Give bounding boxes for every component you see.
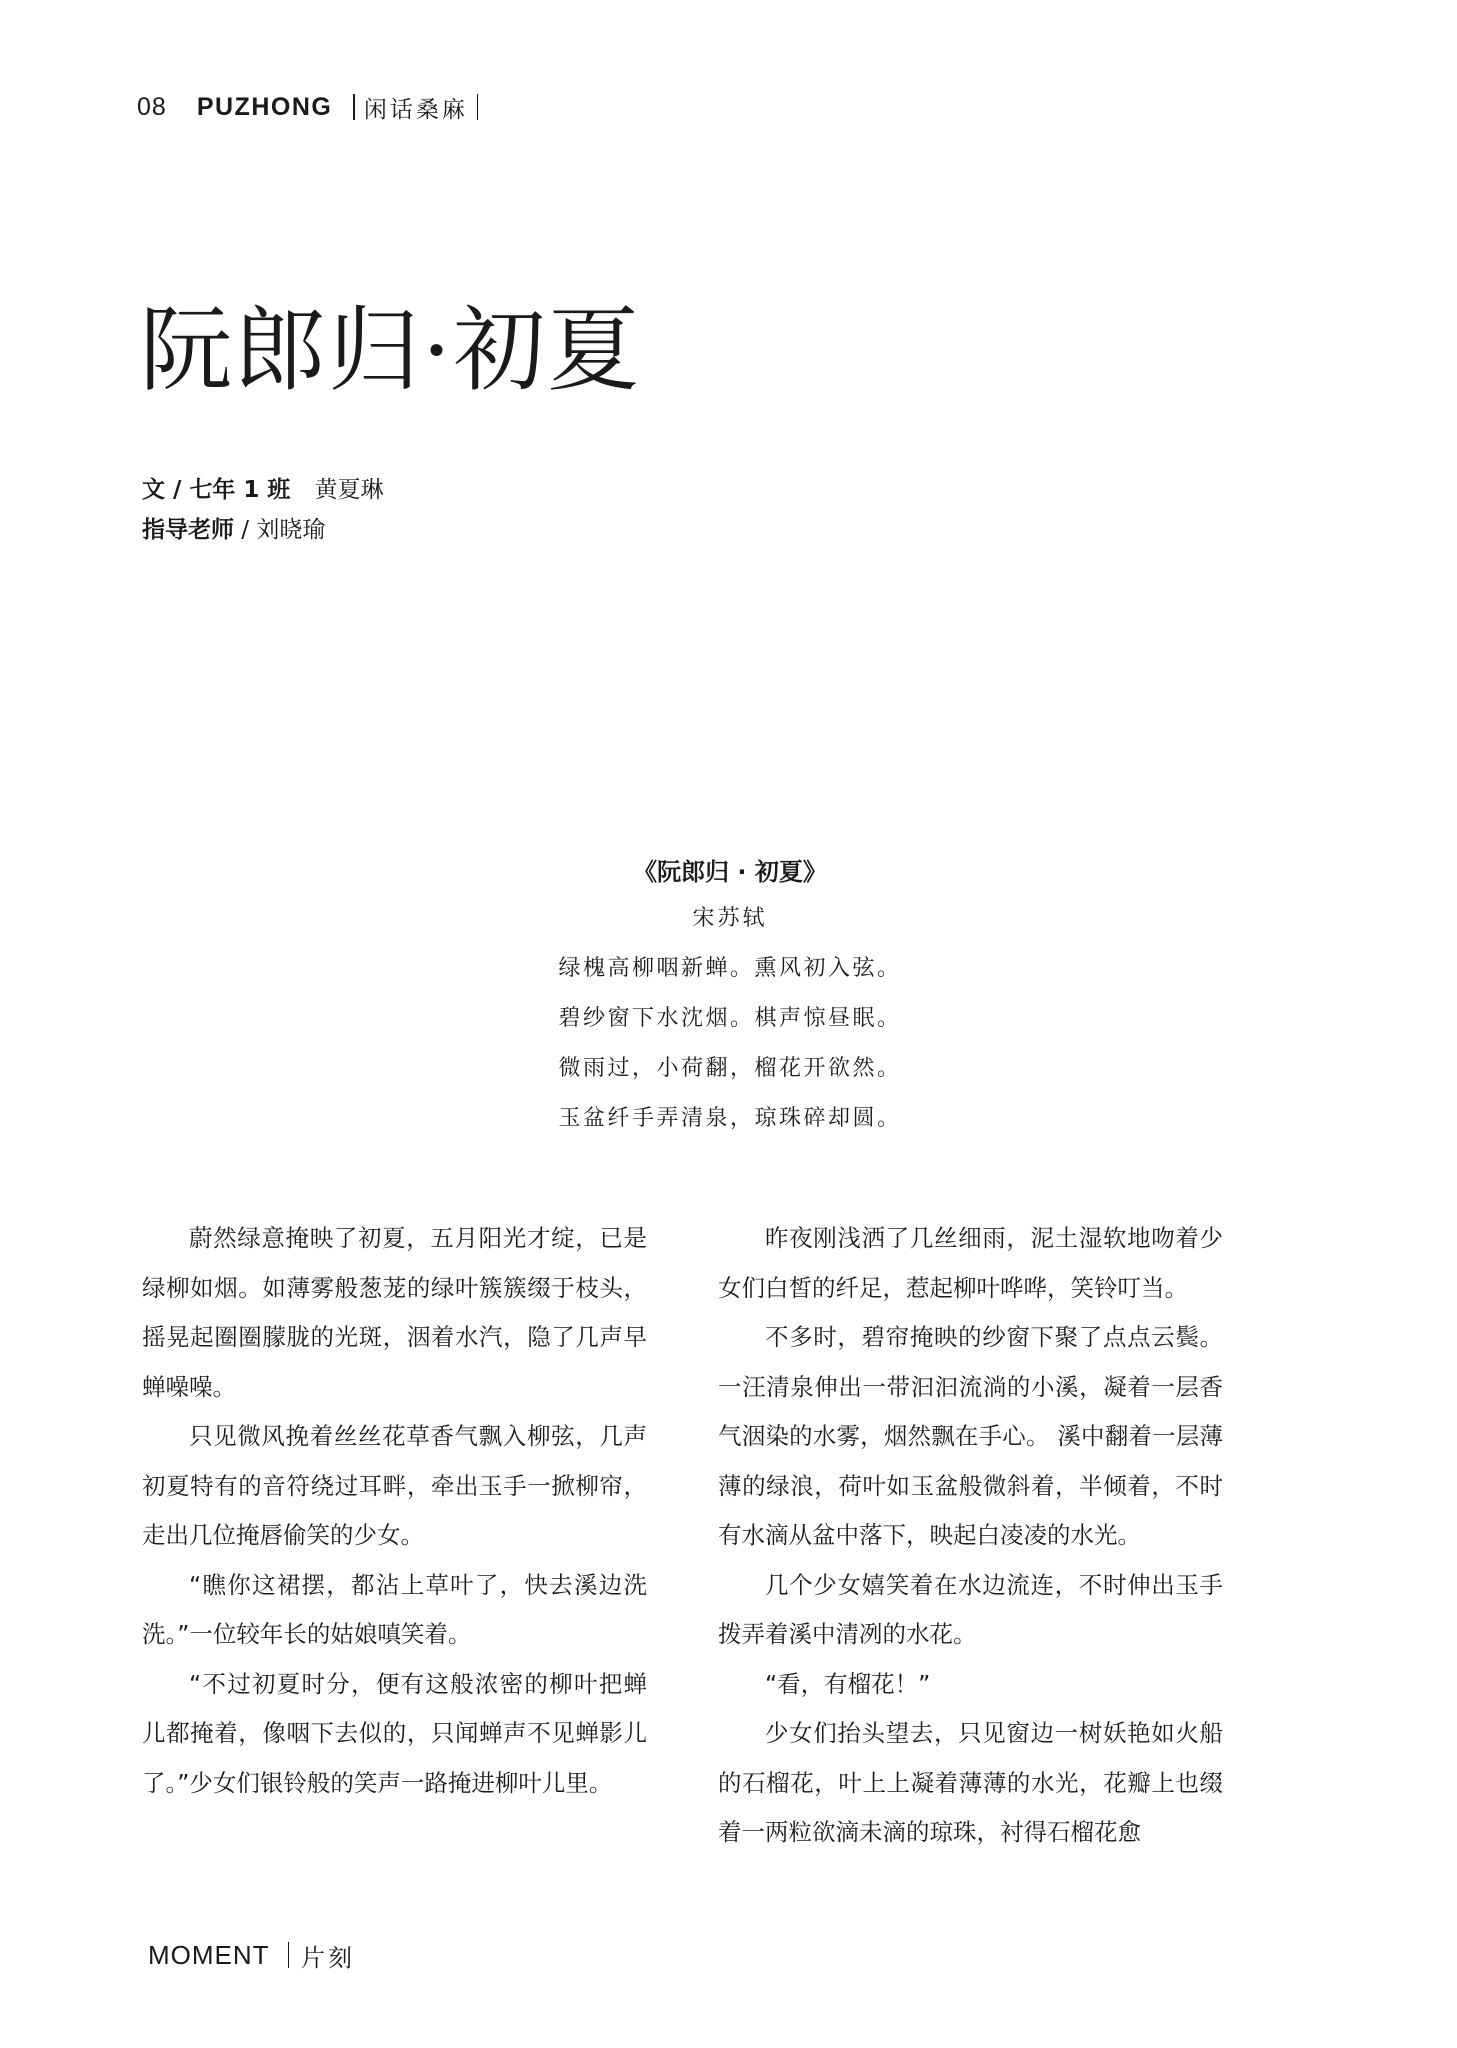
footer-label: MOMENT [148,1939,270,1970]
poem-author: 宋苏轼 [692,906,768,931]
running-header [137,90,487,124]
body-paragraph: 昨夜刚浅洒了几丝细雨，泥土湿软地吻着少女们白皙的纤足，惹起柳叶哗哗，笑铃叮当。 [718,1224,1223,1302]
header-divider [353,94,355,120]
page-number: 08 [137,92,167,121]
poem-title: 《阮郎归 · 初夏》 [633,858,827,886]
advisor-line [142,510,383,550]
body-column-right [718,1214,1223,1858]
footer-label-cn: 片刻 [301,1943,356,1972]
magazine-brand: PUZHONG [196,92,333,121]
author-line [142,470,383,510]
byline [142,470,383,550]
body-paragraph: 蔚然绿意掩映了初夏，五月阳光才绽，已是绿柳如烟。如薄雾般葱茏的绿叶簇簇缀于枝头，摇晃起圈圈朦胧的光斑，洇着水汽，隐了几声早蝉噪噪。 [142,1224,647,1401]
header-divider [477,94,479,120]
body-paragraph: 几个少女嬉笑着在水边流连，不时伸出玉手拨弄着溪中清冽的水花。 [718,1570,1223,1648]
body-column-left [142,1214,647,1808]
advisor-label: 指导老师 [142,517,234,543]
body-paragraph: 少女们抬头望去，只见窗边一树妖艳如火船的石榴花，叶上上凝着薄薄的水光，花瓣上也缀着一两粒欲滴未滴的琼珠，衬得石榴花愈 [718,1719,1223,1846]
body-paragraph: 不多时，碧帘掩映的纱窗下聚了点点云鬓。一汪清泉伸出一带汩汩流淌的小溪，凝着一层香气洇染的水雾，烟然飘在手心。 溪中翻着一层薄薄的绿浪，荷叶如玉盆般微斜着，半倾着，不时有水滴从盆中落下，映起白凌凌的水光。 [718,1323,1223,1549]
author-name: 黄夏琳 [314,477,384,503]
poem-line: 玉盆纤手弄清泉，琼珠碎却圆。 [558,1106,902,1131]
running-footer [148,1938,355,1972]
quoted-poem [420,855,1040,1136]
body-paragraph: “看，有榴花！” [765,1669,931,1698]
advisor-name: / 刘晓瑜 [234,517,326,543]
author-label: 文 / 七年 1 班 [142,477,291,503]
poem-line: 碧纱窗下水沈烟。棋声惊昼眠。 [558,1006,902,1031]
body-paragraph: “瞧你这裙摆，都沾上草叶了，快去溪边洗洗。”一位较年长的姑娘嗔笑着。 [142,1570,647,1648]
poem-line: 微雨过，小荷翻，榴花开欲然。 [558,1056,902,1081]
poem-line: 绿槐高柳咽新蝉。熏风初入弦。 [558,956,902,981]
article-title: 阮郎归·初夏 [140,297,642,404]
body-paragraph: “不过初夏时分，便有这般浓密的柳叶把蝉儿都掩着，像咽下去似的，只闻蝉声不见蝉影儿了。”少女们银铃般的笑声一路掩进柳叶儿里。 [142,1669,647,1797]
footer-divider [288,1942,290,1968]
section-name: 闲话桑麻 [363,96,468,123]
body-paragraph: 只见微风挽着丝丝花草香气飘入柳弦，几声初夏特有的音符绕过耳畔，牵出玉手一掀柳帘，走出几位掩唇偷笑的少女。 [142,1422,647,1549]
